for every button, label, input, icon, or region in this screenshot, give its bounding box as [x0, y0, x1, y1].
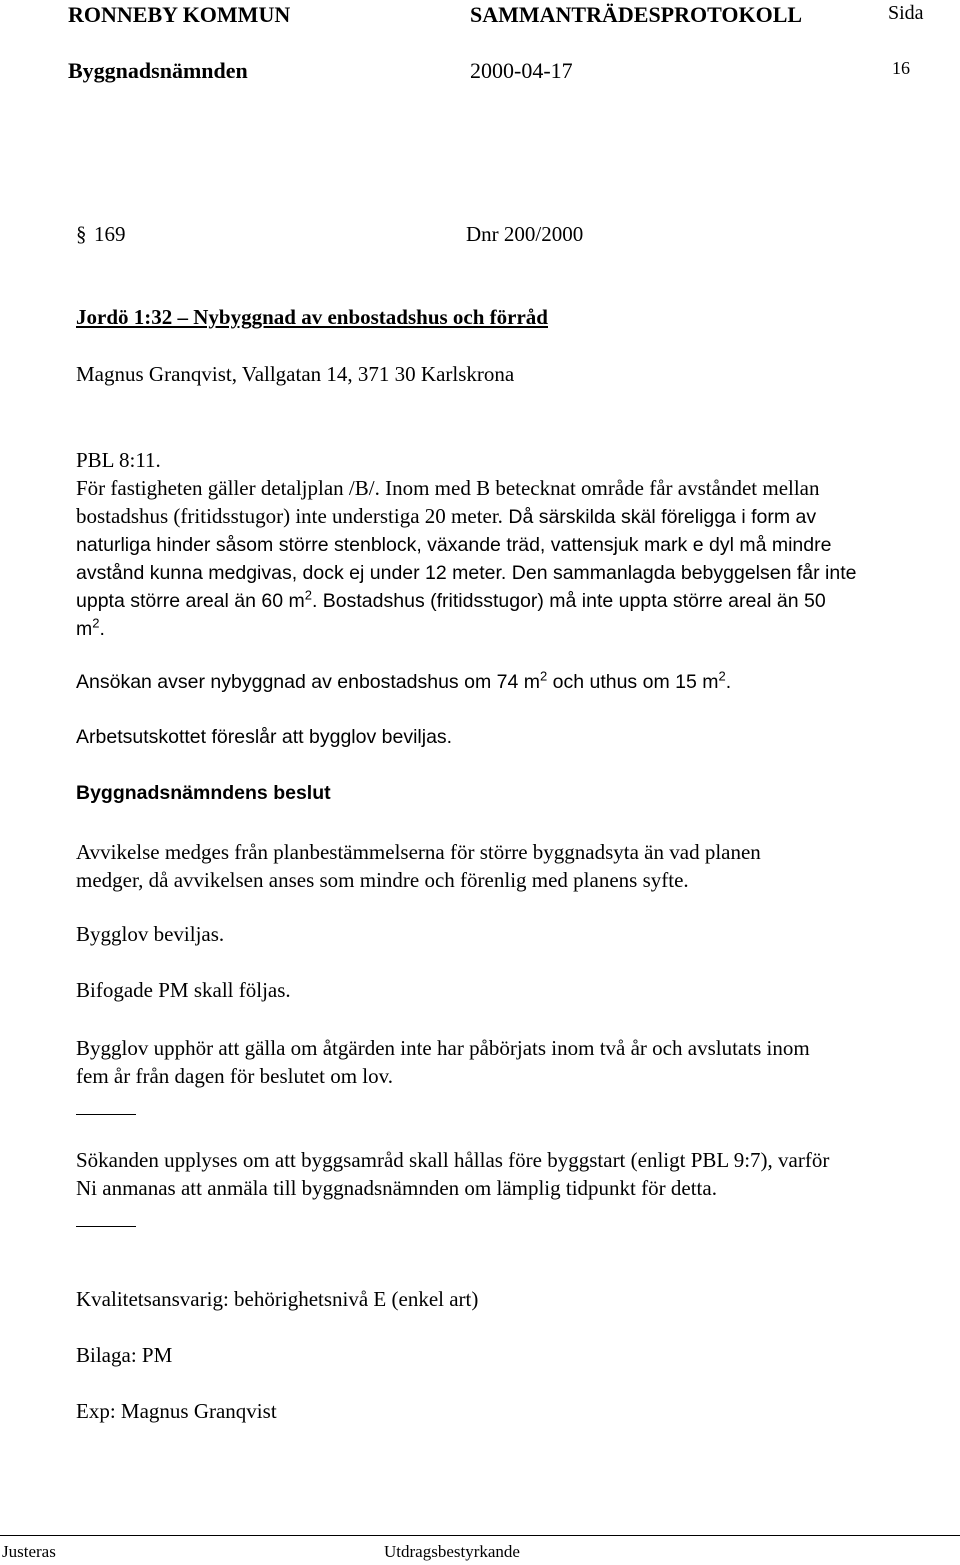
decision-paragraph: Avvikelse medges från planbestämmelserna för större byggnadsyta än vad planen medger, då avvikelsen anses som mindre och förenlig med planens syfte.	[76, 840, 761, 892]
case-dnr: Dnr 200/2000	[466, 222, 584, 246]
decision-validity: Bygglov upphör att gälla om åtgärden inte har påbörjats inom två år och avslutats inom fem år från dagen för beslutet om lov.	[76, 1036, 810, 1088]
separator-rule	[76, 1114, 136, 1115]
footer-rule	[0, 1535, 960, 1536]
proposal-text: Arbetsutskottet föreslår att bygglov beviljas.	[76, 726, 453, 748]
decision-heading: Byggnadsnämndens beslut	[76, 782, 331, 804]
background-section	[76, 446, 956, 643]
applicant: Magnus Granqvist, Vallgatan 14, 371 30 Karlskrona	[76, 362, 515, 386]
footer-justeras: Justeras	[2, 1542, 56, 1561]
background-line: uppta större areal än 60 $m^2$. Bostadshus (fritidsstugor) må inte uppta större areal än 50	[76, 587, 826, 612]
background-line: $m^2$.	[76, 615, 105, 640]
notice-paragraph: Sökanden upplyses om att byggsamråd skall hållas före byggstart (enligt PBL 9:7), varför Ni anmanas att anmäla till byggnadsnämnden om lämplig tidpunkt för detta.	[76, 1148, 830, 1200]
background-line: För fastigheten gäller detaljplan /B/. Inom med B betecknat område får avståndet mellan	[76, 476, 820, 500]
page-label: Sida	[888, 2, 924, 24]
pbl-reference: PBL 8:11.	[76, 448, 161, 472]
decision-permit: Bygglov beviljas.	[76, 922, 225, 946]
page-number: 16	[892, 58, 910, 78]
attachment: Bilaga: PM	[76, 1343, 173, 1367]
separator-rule	[76, 1226, 136, 1227]
section-number: 169	[94, 222, 126, 246]
decision-pm: Bifogade PM skall följas.	[76, 978, 291, 1002]
background-line: bostadshus (fritidsstugor) inte understiga 20 meter. Då särskilda skäl föreligga i form av	[76, 504, 817, 528]
expedition: Exp: Magnus Granqvist	[76, 1399, 277, 1423]
quality-responsible: Kvalitetsansvarig: behörighetsnivå E (enkel art)	[76, 1287, 479, 1311]
meeting-date: 2000-04-17	[470, 58, 573, 83]
footer-certification: Utdragsbestyrkande	[384, 1542, 520, 1561]
document-type: SAMMANTRÄDESPROTOKOLL	[470, 2, 803, 27]
committee-name: Byggnadsnämnden	[68, 58, 248, 83]
background-line: naturliga hinder såsom större stenblock, växande träd, vattensjuk mark e dyl må mindre	[76, 534, 832, 556]
section-symbol: §	[76, 222, 87, 246]
org-name: RONNEBY KOMMUN	[68, 2, 291, 27]
case-title: Jordö 1:32 – Nybyggnad av enbostadshus och förråd	[76, 305, 548, 329]
application-text: Ansökan avser nybyggnad av enbostadshus om 74 $m^2$ och uthus om 15 $m^2$.	[76, 668, 732, 693]
background-line: avstånd kunna medgivas, dock ej under 12 meter. Den sammanlagda bebyggelsen får inte	[76, 562, 857, 584]
